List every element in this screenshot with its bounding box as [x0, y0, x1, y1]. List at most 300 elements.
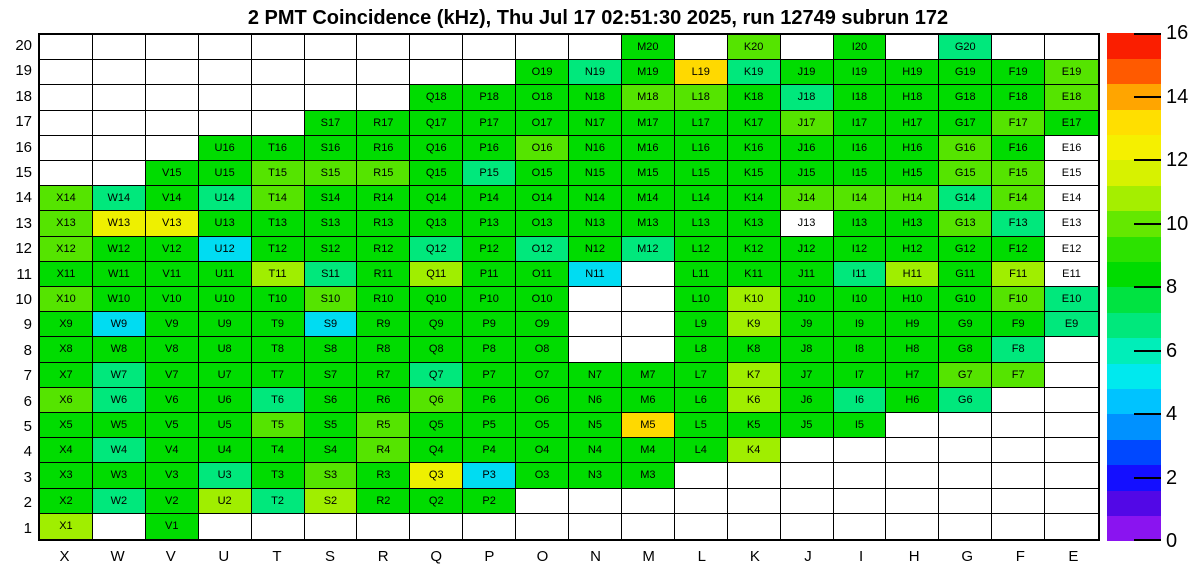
cell-V15: V15 [146, 161, 199, 186]
cell-U20 [199, 35, 252, 60]
cell-L12: L12 [675, 237, 728, 262]
cell-R1 [357, 514, 410, 539]
cell-V18 [146, 85, 199, 110]
cell-X6: X6 [40, 388, 93, 413]
cell-H20 [886, 35, 939, 60]
cell-W2: W2 [93, 489, 146, 514]
x-axis-label-I: I [858, 548, 864, 565]
cell-P6: P6 [463, 388, 516, 413]
colorbar-band-13 [1107, 185, 1161, 211]
cell-H19: H19 [886, 60, 939, 85]
cell-S16: S16 [305, 136, 358, 161]
cell-W7: W7 [93, 363, 146, 388]
cell-I11: I11 [834, 262, 887, 287]
cell-E20 [1045, 35, 1098, 60]
y-axis-label-14: 14 [15, 189, 32, 207]
cell-R3: R3 [357, 463, 410, 488]
cell-S13: S13 [305, 211, 358, 236]
cell-V17 [146, 111, 199, 136]
cell-F16: F16 [992, 136, 1045, 161]
cell-S11: S11 [305, 262, 358, 287]
cell-R17: R17 [357, 111, 410, 136]
cell-J13: J13 [781, 211, 834, 236]
cell-X8: X8 [40, 337, 93, 362]
cell-E9: E9 [1045, 312, 1098, 337]
cell-J20 [781, 35, 834, 60]
cell-P9: P9 [463, 312, 516, 337]
cell-L17: L17 [675, 111, 728, 136]
cell-R10: R10 [357, 287, 410, 312]
cell-R9: R9 [357, 312, 410, 337]
cell-W14: W14 [93, 186, 146, 211]
cell-J4 [781, 438, 834, 463]
cell-I10: I10 [834, 287, 887, 312]
cell-U8: U8 [199, 337, 252, 362]
cell-U18 [199, 85, 252, 110]
cell-X19 [40, 60, 93, 85]
cell-P2: P2 [463, 489, 516, 514]
cell-S15: S15 [305, 161, 358, 186]
cell-F1 [992, 514, 1045, 539]
cell-X7: X7 [40, 363, 93, 388]
cell-F11: F11 [992, 262, 1045, 287]
cell-U4: U4 [199, 438, 252, 463]
cell-E8 [1045, 337, 1098, 362]
y-axis-label-1: 1 [23, 519, 32, 537]
cell-J5: J5 [781, 413, 834, 438]
cell-H12: H12 [886, 237, 939, 262]
cell-R6: R6 [357, 388, 410, 413]
cell-W18 [93, 85, 146, 110]
cell-F18: F18 [992, 85, 1045, 110]
cell-O20 [516, 35, 569, 60]
cell-G9: G9 [939, 312, 992, 337]
cell-I12: I12 [834, 237, 887, 262]
cell-V5: V5 [146, 413, 199, 438]
cell-G11: G11 [939, 262, 992, 287]
cell-O16: O16 [516, 136, 569, 161]
cell-G13: G13 [939, 211, 992, 236]
cell-L14: L14 [675, 186, 728, 211]
cell-W8: W8 [93, 337, 146, 362]
cell-S18 [305, 85, 358, 110]
cell-O17: O17 [516, 111, 569, 136]
cell-W9: W9 [93, 312, 146, 337]
cell-N3: N3 [569, 463, 622, 488]
cell-E7 [1045, 363, 1098, 388]
cell-O14: O14 [516, 186, 569, 211]
cell-J1 [781, 514, 834, 539]
colorbar-tick-12 [1134, 159, 1161, 161]
plot-frame [38, 33, 1100, 541]
cell-K7: K7 [728, 363, 781, 388]
cell-N12: N12 [569, 237, 622, 262]
cell-G10: G10 [939, 287, 992, 312]
cell-J19: J19 [781, 60, 834, 85]
cell-H10: H10 [886, 287, 939, 312]
cell-U17 [199, 111, 252, 136]
cell-F4 [992, 438, 1045, 463]
cell-K8: K8 [728, 337, 781, 362]
cell-F3 [992, 463, 1045, 488]
cell-S6: S6 [305, 388, 358, 413]
cell-I2 [834, 489, 887, 514]
cell-S19 [305, 60, 358, 85]
cell-K5: K5 [728, 413, 781, 438]
cell-F7: F7 [992, 363, 1045, 388]
colorbar-tick-16 [1134, 33, 1161, 35]
cell-O12: O12 [516, 237, 569, 262]
cell-P7: P7 [463, 363, 516, 388]
cell-T16: T16 [252, 136, 305, 161]
x-axis-label-P: P [484, 548, 495, 565]
cell-O1 [516, 514, 569, 539]
cell-Q4: Q4 [410, 438, 463, 463]
cell-E2 [1045, 489, 1098, 514]
cell-U6: U6 [199, 388, 252, 413]
cell-O19: O19 [516, 60, 569, 85]
cell-U5: U5 [199, 413, 252, 438]
cell-H3 [886, 463, 939, 488]
cell-N11: N11 [569, 262, 622, 287]
cell-I7: I7 [834, 363, 887, 388]
cell-M10 [622, 287, 675, 312]
cell-J7: J7 [781, 363, 834, 388]
cell-X1: X1 [40, 514, 93, 539]
cell-U10: U10 [199, 287, 252, 312]
x-axis-label-U: U [218, 548, 230, 565]
cell-L20 [675, 35, 728, 60]
cell-L4: L4 [675, 438, 728, 463]
cell-G8: G8 [939, 337, 992, 362]
cell-K6: K6 [728, 388, 781, 413]
cell-P14: P14 [463, 186, 516, 211]
cell-I13: I13 [834, 211, 887, 236]
cell-Q9: Q9 [410, 312, 463, 337]
cell-I5: I5 [834, 413, 887, 438]
cell-H9: H9 [886, 312, 939, 337]
cell-J3 [781, 463, 834, 488]
cell-F10: F10 [992, 287, 1045, 312]
cell-T17 [252, 111, 305, 136]
cell-J15: J15 [781, 161, 834, 186]
cell-S3: S3 [305, 463, 358, 488]
colorbar-tick-label-16: 16 [1166, 22, 1189, 44]
cell-Q2: Q2 [410, 489, 463, 514]
cell-P3: P3 [463, 463, 516, 488]
cell-L8: L8 [675, 337, 728, 362]
cell-T15: T15 [252, 161, 305, 186]
cell-G3 [939, 463, 992, 488]
cell-P18: P18 [463, 85, 516, 110]
cell-Q20 [410, 35, 463, 60]
cell-P19 [463, 60, 516, 85]
cell-M5: M5 [622, 413, 675, 438]
cell-Q16: Q16 [410, 136, 463, 161]
cell-G14: G14 [939, 186, 992, 211]
cell-W6: W6 [93, 388, 146, 413]
cell-N14: N14 [569, 186, 622, 211]
y-axis-label-9: 9 [23, 316, 32, 334]
cell-V13: V13 [146, 211, 199, 236]
colorbar-tick-8 [1134, 286, 1161, 288]
cell-F2 [992, 489, 1045, 514]
cell-X18 [40, 85, 93, 110]
cell-G4 [939, 438, 992, 463]
cell-O6: O6 [516, 388, 569, 413]
colorbar-band-10 [1107, 262, 1161, 288]
cell-L10: L10 [675, 287, 728, 312]
cell-M8 [622, 337, 675, 362]
cell-W3: W3 [93, 463, 146, 488]
cell-G20: G20 [939, 35, 992, 60]
cell-K11: K11 [728, 262, 781, 287]
cell-Q10: Q10 [410, 287, 463, 312]
cell-T9: T9 [252, 312, 305, 337]
cell-T10: T10 [252, 287, 305, 312]
colorbar-band-4 [1107, 414, 1161, 440]
cell-J17: J17 [781, 111, 834, 136]
colorbar-tick-4 [1134, 413, 1161, 415]
x-axis-label-G: G [961, 548, 974, 565]
cell-T18 [252, 85, 305, 110]
cell-L3 [675, 463, 728, 488]
x-axis-label-Q: Q [430, 548, 443, 565]
cell-W10: W10 [93, 287, 146, 312]
cell-G19: G19 [939, 60, 992, 85]
cell-E14: E14 [1045, 186, 1098, 211]
cell-E13: E13 [1045, 211, 1098, 236]
cell-N18: N18 [569, 85, 622, 110]
cell-S9: S9 [305, 312, 358, 337]
colorbar-tick-6 [1134, 350, 1161, 352]
cell-V14: V14 [146, 186, 199, 211]
heatmap-grid [40, 35, 1098, 539]
cell-R8: R8 [357, 337, 410, 362]
y-axis-label-20: 20 [15, 37, 32, 54]
cell-G7: G7 [939, 363, 992, 388]
cell-Q7: Q7 [410, 363, 463, 388]
x-axis-label-K: K [749, 548, 760, 565]
x-axis-label-E: E [1068, 548, 1079, 565]
cell-W4: W4 [93, 438, 146, 463]
cell-F14: F14 [992, 186, 1045, 211]
cell-U2: U2 [199, 489, 252, 514]
colorbar-tick-10 [1134, 223, 1161, 225]
cell-R2: R2 [357, 489, 410, 514]
cell-E17: E17 [1045, 111, 1098, 136]
colorbar-band-0 [1107, 516, 1161, 542]
cell-Q12: Q12 [410, 237, 463, 262]
chart-title: 2 PMT Coincidence (kHz), Thu Jul 17 02:51:30 2025, run 12749 subrun 172 [247, 7, 949, 29]
cell-X17 [40, 111, 93, 136]
cell-W20 [93, 35, 146, 60]
cell-L11: L11 [675, 262, 728, 287]
cell-P4: P4 [463, 438, 516, 463]
cell-V11: V11 [146, 262, 199, 287]
cell-E10: E10 [1045, 287, 1098, 312]
cell-U12: U12 [199, 237, 252, 262]
cell-L9: L9 [675, 312, 728, 337]
cell-X15 [40, 161, 93, 186]
cell-U11: U11 [199, 262, 252, 287]
cell-J12: J12 [781, 237, 834, 262]
cell-L16: L16 [675, 136, 728, 161]
cell-F6 [992, 388, 1045, 413]
cell-E18: E18 [1045, 85, 1098, 110]
cell-U15: U15 [199, 161, 252, 186]
cell-W11: W11 [93, 262, 146, 287]
cell-G1 [939, 514, 992, 539]
cell-S12: S12 [305, 237, 358, 262]
cell-O15: O15 [516, 161, 569, 186]
cell-S20 [305, 35, 358, 60]
cell-M15: M15 [622, 161, 675, 186]
cell-H14: H14 [886, 186, 939, 211]
x-axis-label-S: S [325, 548, 336, 565]
cell-I3 [834, 463, 887, 488]
cell-M7: M7 [622, 363, 675, 388]
y-axis-label-4: 4 [23, 443, 32, 461]
cell-M16: M16 [622, 136, 675, 161]
cell-L7: L7 [675, 363, 728, 388]
cell-N15: N15 [569, 161, 622, 186]
cell-R5: R5 [357, 413, 410, 438]
cell-H6: H6 [886, 388, 939, 413]
cell-N9 [569, 312, 622, 337]
cell-J9: J9 [781, 312, 834, 337]
cell-H2 [886, 489, 939, 514]
colorbar-tick-label-8: 8 [1166, 276, 1178, 298]
cell-O3: O3 [516, 463, 569, 488]
cell-F20 [992, 35, 1045, 60]
cell-U1 [199, 514, 252, 539]
cell-P20 [463, 35, 516, 60]
cell-U7: U7 [199, 363, 252, 388]
cell-X12: X12 [40, 237, 93, 262]
x-axis-label-F: F [1015, 548, 1025, 565]
cell-M18: M18 [622, 85, 675, 110]
cell-E4 [1045, 438, 1098, 463]
cell-F5 [992, 413, 1045, 438]
colorbar-tick-label-6: 6 [1166, 339, 1178, 362]
cell-K4: K4 [728, 438, 781, 463]
x-axis-label-R: R [377, 548, 389, 565]
cell-M12: M12 [622, 237, 675, 262]
cell-R13: R13 [357, 211, 410, 236]
colorbar-band-5 [1107, 389, 1161, 415]
cell-T6: T6 [252, 388, 305, 413]
cell-K2 [728, 489, 781, 514]
cell-E3 [1045, 463, 1098, 488]
cell-N20 [569, 35, 622, 60]
cell-Q11: Q11 [410, 262, 463, 287]
cell-I18: I18 [834, 85, 887, 110]
colorbar-tick-0 [1134, 539, 1161, 541]
cell-Q1 [410, 514, 463, 539]
y-axis-label-18: 18 [15, 87, 32, 105]
cell-S17: S17 [305, 111, 358, 136]
cell-I14: I14 [834, 186, 887, 211]
y-axis-label-3: 3 [23, 468, 32, 486]
cell-X4: X4 [40, 438, 93, 463]
cell-K16: K16 [728, 136, 781, 161]
cell-O8: O8 [516, 337, 569, 362]
cell-T2: T2 [252, 489, 305, 514]
cell-G18: G18 [939, 85, 992, 110]
cell-S8: S8 [305, 337, 358, 362]
cell-G6: G6 [939, 388, 992, 413]
cell-H13: H13 [886, 211, 939, 236]
cell-X10: X10 [40, 287, 93, 312]
cell-I20: I20 [834, 35, 887, 60]
cell-T14: T14 [252, 186, 305, 211]
cell-V10: V10 [146, 287, 199, 312]
cell-X5: X5 [40, 413, 93, 438]
cell-H8: H8 [886, 337, 939, 362]
cell-J16: J16 [781, 136, 834, 161]
cell-J11: J11 [781, 262, 834, 287]
cell-O11: O11 [516, 262, 569, 287]
cell-M20: M20 [622, 35, 675, 60]
cell-I15: I15 [834, 161, 887, 186]
cell-M3: M3 [622, 463, 675, 488]
cell-N16: N16 [569, 136, 622, 161]
cell-R18 [357, 85, 410, 110]
cell-P8: P8 [463, 337, 516, 362]
colorbar-band-14 [1107, 160, 1161, 186]
cell-N17: N17 [569, 111, 622, 136]
cell-V19 [146, 60, 199, 85]
cell-T8: T8 [252, 337, 305, 362]
cell-I1 [834, 514, 887, 539]
cell-P12: P12 [463, 237, 516, 262]
cell-N10 [569, 287, 622, 312]
cell-M4: M4 [622, 438, 675, 463]
cell-H4 [886, 438, 939, 463]
cell-W16 [93, 136, 146, 161]
cell-K13: K13 [728, 211, 781, 236]
cell-K14: K14 [728, 186, 781, 211]
cell-V7: V7 [146, 363, 199, 388]
cell-X13: X13 [40, 211, 93, 236]
cell-K18: K18 [728, 85, 781, 110]
cell-H15: H15 [886, 161, 939, 186]
cell-P10: P10 [463, 287, 516, 312]
cell-S14: S14 [305, 186, 358, 211]
cell-T12: T12 [252, 237, 305, 262]
colorbar-band-8 [1107, 312, 1161, 338]
cell-L13: L13 [675, 211, 728, 236]
cell-R7: R7 [357, 363, 410, 388]
cell-J10: J10 [781, 287, 834, 312]
cell-V2: V2 [146, 489, 199, 514]
cell-K20: K20 [728, 35, 781, 60]
cell-W19 [93, 60, 146, 85]
y-axis-label-12: 12 [15, 240, 32, 258]
x-axis-label-W: W [110, 548, 125, 565]
cell-R16: R16 [357, 136, 410, 161]
cell-N4: N4 [569, 438, 622, 463]
colorbar-tick-label-10: 10 [1166, 212, 1189, 235]
cell-T19 [252, 60, 305, 85]
cell-P15: P15 [463, 161, 516, 186]
colorbar-band-3 [1107, 439, 1161, 465]
cell-K1 [728, 514, 781, 539]
x-axis-label-L: L [697, 548, 706, 565]
cell-Q5: Q5 [410, 413, 463, 438]
cell-H16: H16 [886, 136, 939, 161]
